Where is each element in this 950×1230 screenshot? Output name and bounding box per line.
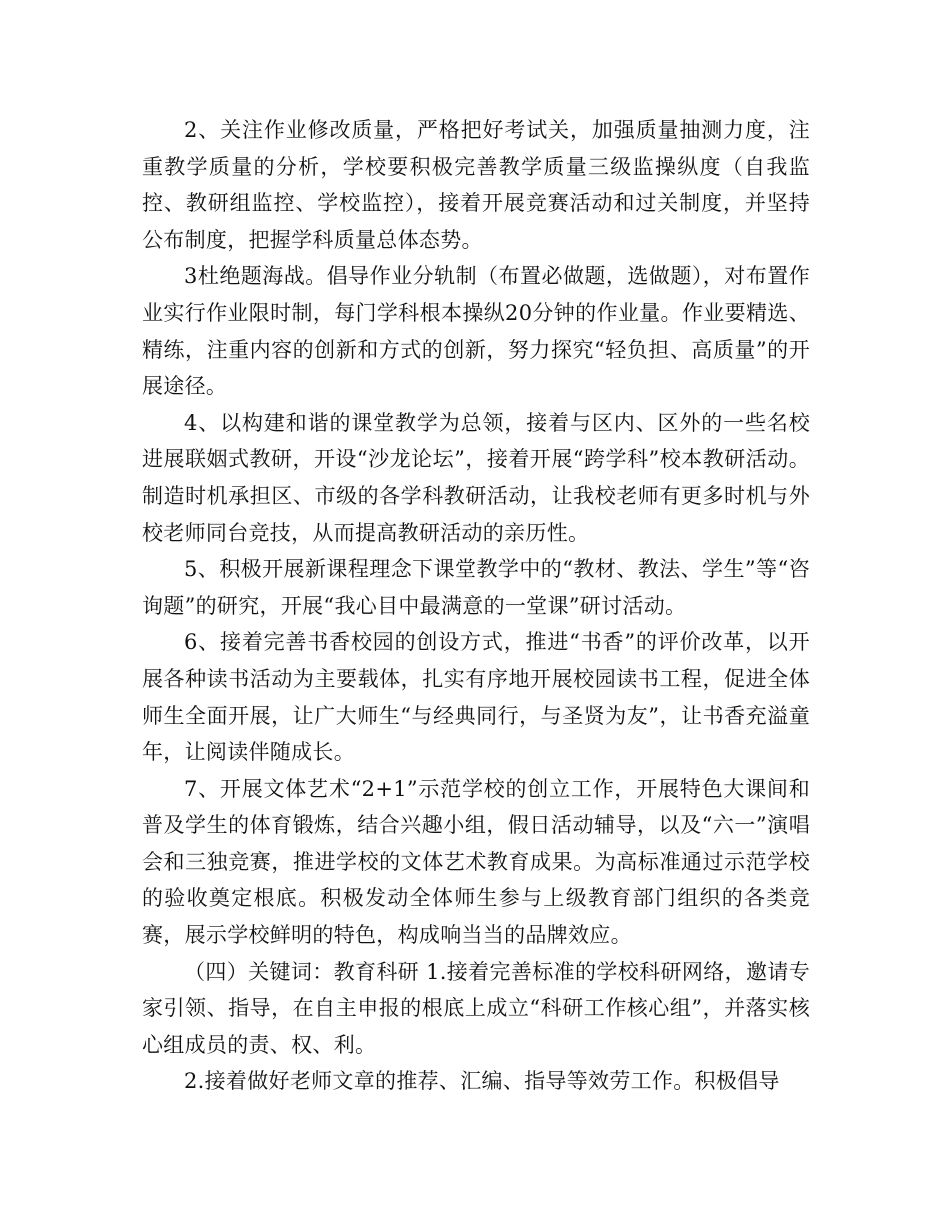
paragraph-homework-limit: 3杜绝题海战。倡导作业分轨制（布置必做题，选做题），对布置作业实行作业限时制，每门学科根本操纵20分钟的作业量。作业要精选、精练，注重内容的创新和方式的创新，努力探究“轻负担、高质量”的开展途径。 [142,264,810,399]
paragraph-quality-monitoring: 2、关注作业修改质量，严格把好考试关，加强质量抽测力度，注重教学质量的分析，学校要积极完善教学质量三级监操纵度（自我监控、教研组监控、学校监控），接着开展竞赛活动和过关制度，并坚持公布制度，把握学科质量总体态势。 [142,118,810,252]
paragraph-arts-sports: 7、开展文体艺术“2+1”示范学校的创立工作，开展特色大课间和普及学生的体育锻炼，结合兴趣小组，假日活动辅导，以及“六一”演唱会和三独竞赛，推进学校的文体艺术教育成果。为高标准通过示范学校的验收奠定根底。积极发动全体师生参与上级教育部门组织的各类竞赛，展示学校鲜明的特色，构成响当当的品牌效应。 [142,776,810,948]
paragraph-education-research: （四）关键词：教育科研 1.接着完善标准的学校科研网络，邀请专家引领、指导，在自主申报的根底上成立“科研工作核心组”，并落实核心组成员的责、权、利。 [142,959,810,1057]
paragraph-new-curriculum: 5、积极开展新课程理念下课堂教学中的“教材、教法、学生”等“咨询题”的研究，开展“我心目中最满意的一堂课”研讨活动。 [142,557,810,618]
document-body [142,112,810,1100]
paragraph-teacher-articles: 2.接着做好老师文章的推荐、汇编、指导等效劳工作。积极倡导 [184,1069,780,1094]
paragraph-reading-campus: 6、接着完善书香校园的创设方式，推进“书香”的评价改革，以开展各种读书活动为主要载体，扎实有序地开展校园读书工程，促进全体师生全面开展，让广大师生“与经典同行，与圣贤为友”，让书香充溢童年，让阅读伴随成长。 [142,630,810,765]
paragraph-teaching-research: 4、以构建和谐的课堂教学为总领，接着与区内、区外的一些名校进展联姻式教研，开设“沙龙论坛”，接着开展“跨学科”校本教研活动。制造时机承担区、市级的各学科教研活动，让我校老师有更多时机与外校老师同台竞技，从而提高教研活动的亲历性。 [142,410,810,545]
